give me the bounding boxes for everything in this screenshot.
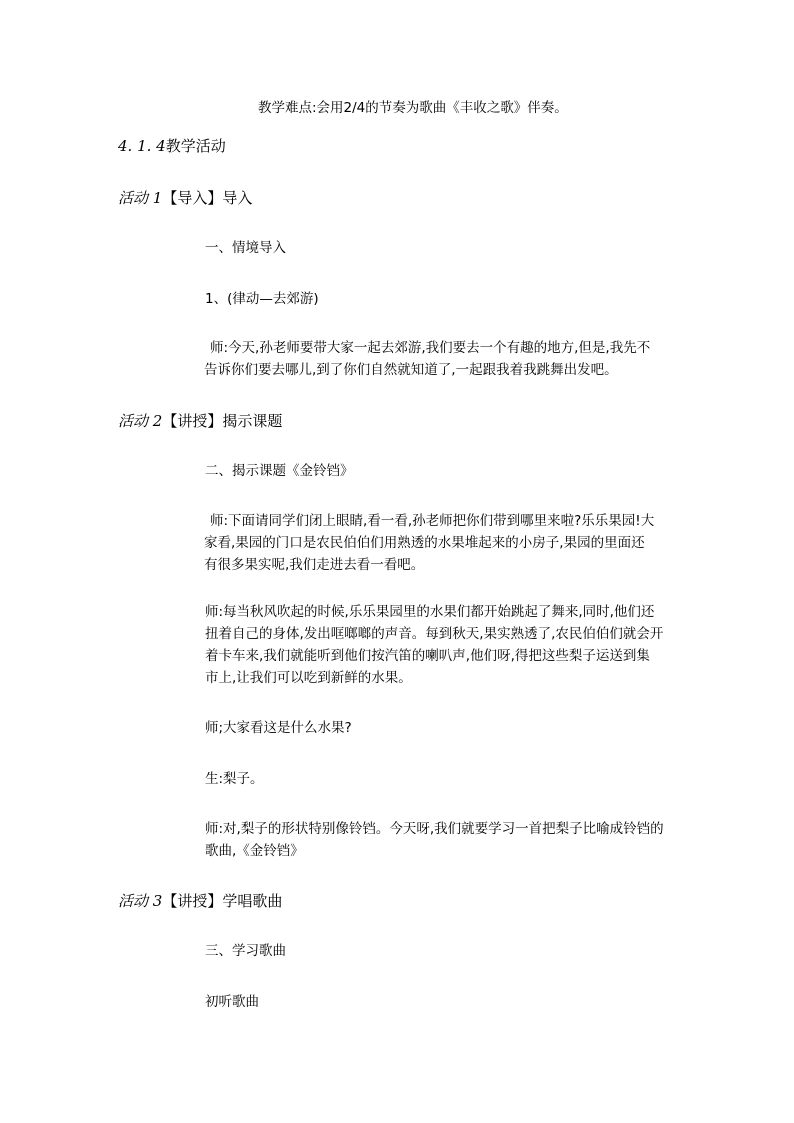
paragraph-line: 师:今天,孙老师要带大家一起去郊游,我们要去一个有趣的地方,但是,我先不 — [210, 340, 651, 356]
teaching-difficulty: 教学难点:会用2/4的节奏为歌曲《丰收之歌》伴奏。 — [258, 100, 568, 116]
section-heading — [118, 139, 226, 154]
paragraph-line: 着卡车来,我们就能听到他们按汽笛的喇叭声,他们呀,得把这些梨子运送到集 — [205, 648, 650, 664]
activity-1-prefix: 活动 1 — [118, 189, 163, 207]
paragraph-bell — [205, 818, 664, 862]
section-number: 4. 1. 4 — [118, 137, 166, 155]
activity-1-tag: 【导入】 — [162, 189, 223, 207]
activity-3-prefix: 活动 3 — [118, 892, 163, 910]
activity-1-title: 导入 — [222, 189, 253, 207]
activity-2-heading — [118, 414, 282, 429]
paragraph-line: 家看,果园的门口是农民伯伯们用熟透的水果堆起来的小房子,果园的里面还 — [204, 535, 645, 551]
teacher-question: 师;大家看这是什么水果? — [205, 720, 352, 736]
student-answer: 生:梨子。 — [205, 771, 264, 787]
paragraph-line: 市上,让我们可以吃到新鲜的水果。 — [205, 670, 412, 686]
paragraph-line: 师:对,梨子的形状特别像铃铛。今天呀,我们就要学习一首把梨子比喻成铃铛的 — [205, 821, 664, 837]
paragraph-autumn — [205, 601, 663, 689]
paragraph-line: 师:每当秋风吹起的时候,乐乐果园里的水果们都开始跳起了舞来,同时,他们还 — [205, 604, 655, 620]
paragraph-line: 告诉你们要去哪儿,到了你们自然就知道了,一起跟我着我跳舞出发吧。 — [204, 362, 618, 378]
paragraph-outing — [204, 337, 651, 381]
section-title: 教学活动 — [165, 137, 226, 155]
subsection-learn-song: 三、学习歌曲 — [205, 943, 286, 959]
activity-2-title: 揭示课题 — [222, 412, 283, 430]
paragraph-line: 师:下面请同学们闭上眼睛,看一看,孙老师把你们带到哪里来啦?乐乐果园!大 — [210, 513, 655, 529]
activity-1-heading — [118, 191, 252, 206]
subsection-topic: 二、揭示课题《金铃铛》 — [205, 463, 354, 479]
item-rhythm: 1、(律动—去郊游) — [205, 291, 319, 307]
activity-2-prefix: 活动 2 — [118, 412, 163, 430]
activity-3-tag: 【讲授】 — [162, 892, 223, 910]
paragraph-line: 扭着自己的身体,发出哐啷啷的声音。每到秋天,果实熟透了,农民伯伯们就会开 — [205, 626, 664, 642]
paragraph-line: 歌曲,《金铃铛》 — [205, 843, 304, 859]
activity-2-tag: 【讲授】 — [162, 412, 223, 430]
activity-3-heading — [118, 894, 282, 909]
activity-3-title: 学唱歌曲 — [222, 892, 283, 910]
paragraph-orchard — [204, 510, 655, 576]
item-first-listen: 初听歌曲 — [205, 994, 259, 1010]
subsection-intro: 一、情境导入 — [205, 240, 286, 256]
paragraph-line: 有很多果实呢,我们走进去看一看吧。 — [204, 557, 425, 573]
